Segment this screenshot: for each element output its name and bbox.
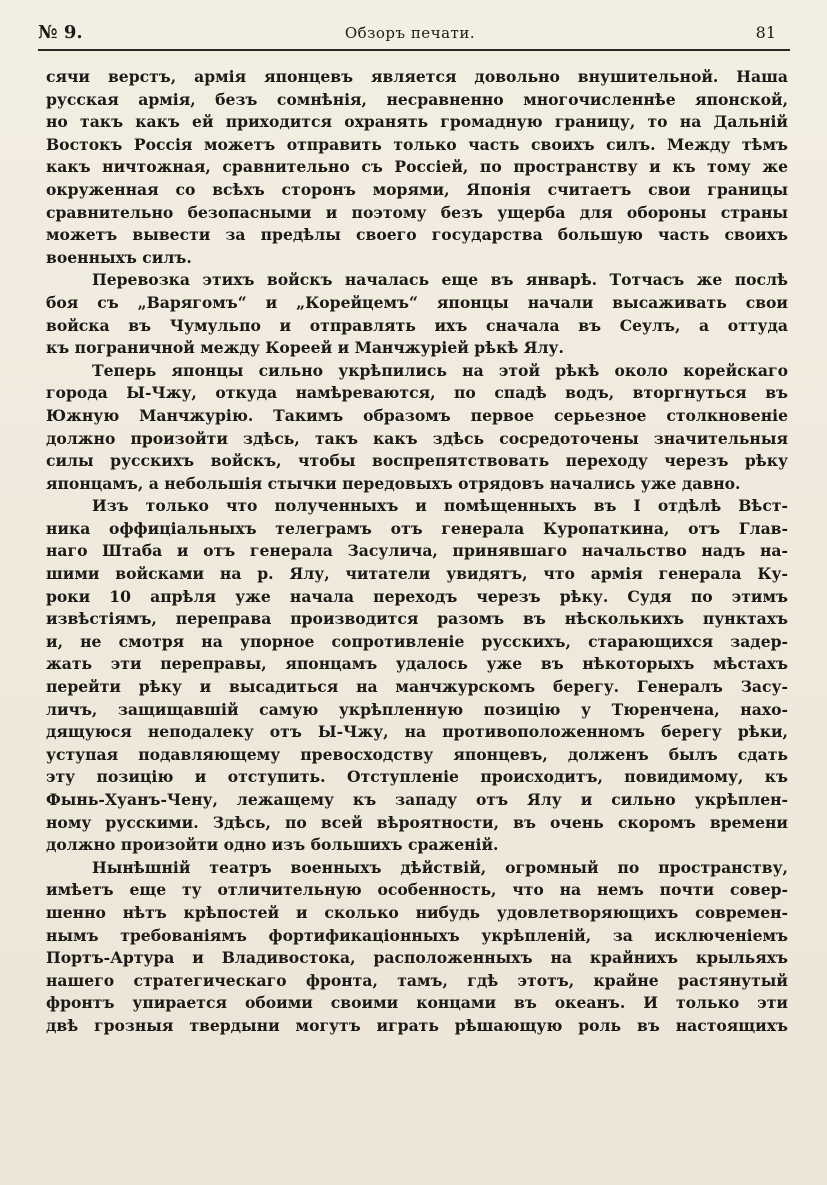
text-line: перейти рѣку и высадиться на манчжурскомъ берегу. Генералъ Засу- — [46, 677, 788, 697]
paragraph — [46, 495, 788, 857]
article-body — [46, 66, 788, 1038]
text-line: нашего стратегическаго фронта, тамъ, гдѣ этотъ, крайне растянутый — [46, 970, 788, 990]
text-line: сравнительно безопасными и поэтому безъ ущерба для обороны страны — [46, 202, 788, 222]
text-line: личъ, защищавшій самую укрѣпленную позицію у Тюренчена, нахо- — [46, 699, 788, 719]
text-line: русская армія, безъ сомнѣнія, несравненно многочисленнѣе японской, — [46, 89, 788, 109]
text-line: Портъ-Артура и Владивостока, расположенныхъ на крайнихъ крыльяхъ — [46, 948, 788, 968]
text-line: какъ ничтожная, сравнительно съ Россіей, по пространству и къ тому же — [46, 157, 788, 177]
page-header — [38, 20, 782, 48]
text-line: шими войсками на р. Ялу, читатели увидятъ, что армія генерала Ку- — [46, 564, 788, 584]
text-line: должно произойти здѣсь, такъ какъ здѣсь сосредоточены значительныя — [46, 428, 788, 448]
text-line: японцамъ, а небольшія стычки передовыхъ отрядовъ начались уже давно. — [46, 473, 741, 493]
text-line: наго Штаба и отъ генерала Засулича, принявшаго начальство надъ на- — [46, 541, 788, 561]
text-line: Теперь японцы сильно укрѣпились на этой рѣкѣ около корейскаго — [92, 360, 788, 380]
page-number: 81 — [755, 23, 776, 42]
paragraph — [46, 66, 788, 269]
text-line: можетъ вывести за предѣлы своего государства большую часть своихъ — [46, 225, 788, 245]
running-title: Обзоръ печати. — [344, 24, 476, 42]
text-line: ному русскими. Здѣсь, по всей вѣроятности, въ очень скоромъ времени — [46, 812, 788, 832]
text-line: шенно нѣтъ крѣпостей и сколько нибудь удовлетворяющихъ современ- — [46, 902, 788, 922]
text-line: сячи верстъ, армія японцевъ является довольно внушительной. Наша — [46, 67, 788, 86]
text-line: Фынь-Хуанъ-Чену, лежащему къ западу отъ Ялу и сильно укрѣплен- — [46, 790, 788, 809]
text-line: роки 10 апрѣля уже начала переходъ черезъ рѣку. Судя по этимъ — [46, 586, 788, 606]
text-line: жать эти переправы, японцамъ удалось уже въ нѣкоторыхъ мѣстахъ — [46, 654, 788, 674]
header-rule — [38, 49, 790, 51]
text-line: фронтъ упирается обоими своими концами въ океанъ. И только эти — [46, 993, 788, 1013]
text-line: дящуюся неподалеку отъ Ы-Чжу, на противоположенномъ берегу рѣки, — [46, 722, 788, 742]
text-line: Востокъ Россія можетъ отправить только часть своихъ силъ. Между тѣмъ — [46, 134, 788, 154]
text-line: окруженная со всѣхъ сторонъ морями, Японія считаетъ свои границы — [46, 179, 788, 199]
issue-number: № 9. — [38, 22, 83, 43]
paragraph — [46, 857, 788, 1038]
text-line: военныхъ силъ. — [46, 247, 192, 267]
text-line: извѣстіямъ, переправа производится разомъ въ нѣсколькихъ пунктахъ — [46, 609, 788, 629]
text-line: двѣ грозныя твердыни могутъ играть рѣшающую роль въ настоящихъ — [46, 1015, 788, 1035]
text-line: къ пограничной между Кореей и Манчжуріей рѣкѣ Ялу. — [46, 338, 564, 358]
text-line: Нынѣшній театръ военныхъ дѣйствій, огромный по пространству, — [92, 857, 788, 877]
text-line: войска въ Чумульпо и отправлять ихъ сначала въ Сеулъ, а оттуда — [46, 315, 788, 335]
text-line: ника оффиціальныхъ телеграмъ отъ генерала Куропаткина, отъ Глав- — [46, 518, 788, 538]
text-line: эту позицію и отступить. Отступленіе происходитъ, повидимому, къ — [46, 767, 788, 787]
text-line: имѣетъ еще ту отличительную особенность, что на немъ почти совер- — [46, 880, 788, 900]
text-line: нымъ требованіямъ фортификаціонныхъ укрѣпленій, за исключеніемъ — [46, 925, 788, 945]
text-line: должно произойти одно изъ большихъ сраженій. — [46, 835, 499, 855]
text-line: Южную Манчжурію. Такимъ образомъ первое серьезное столкновеніе — [46, 405, 788, 425]
text-line: Перевозка этихъ войскъ началась еще въ январѣ. Тотчасъ же послѣ — [92, 270, 788, 290]
text-line: города Ы-Чжу, откуда намѣреваются, по спадѣ водъ, вторгнуться въ — [46, 383, 788, 403]
paragraph — [46, 269, 788, 359]
text-line: боя съ „Варягомъ“ и „Корейцемъ“ японцы начали высаживать свои — [46, 292, 788, 312]
text-line: но такъ какъ ей приходится охранять громадную границу, то на Дальній — [46, 112, 788, 132]
paragraph — [46, 360, 788, 496]
text-line: уступая подавляющему превосходству японцевъ, долженъ былъ сдать — [46, 744, 788, 764]
text-line: силы русскихъ войскъ, чтобы воспрепятствовать переходу черезъ рѣку — [46, 451, 788, 471]
text-line: и, не смотря на упорное сопротивленіе русскихъ, старающихся задер- — [46, 631, 788, 651]
text-line: Изъ только что полученныхъ и помѣщенныхъ въ I отдѣлѣ Вѣст- — [92, 496, 788, 516]
